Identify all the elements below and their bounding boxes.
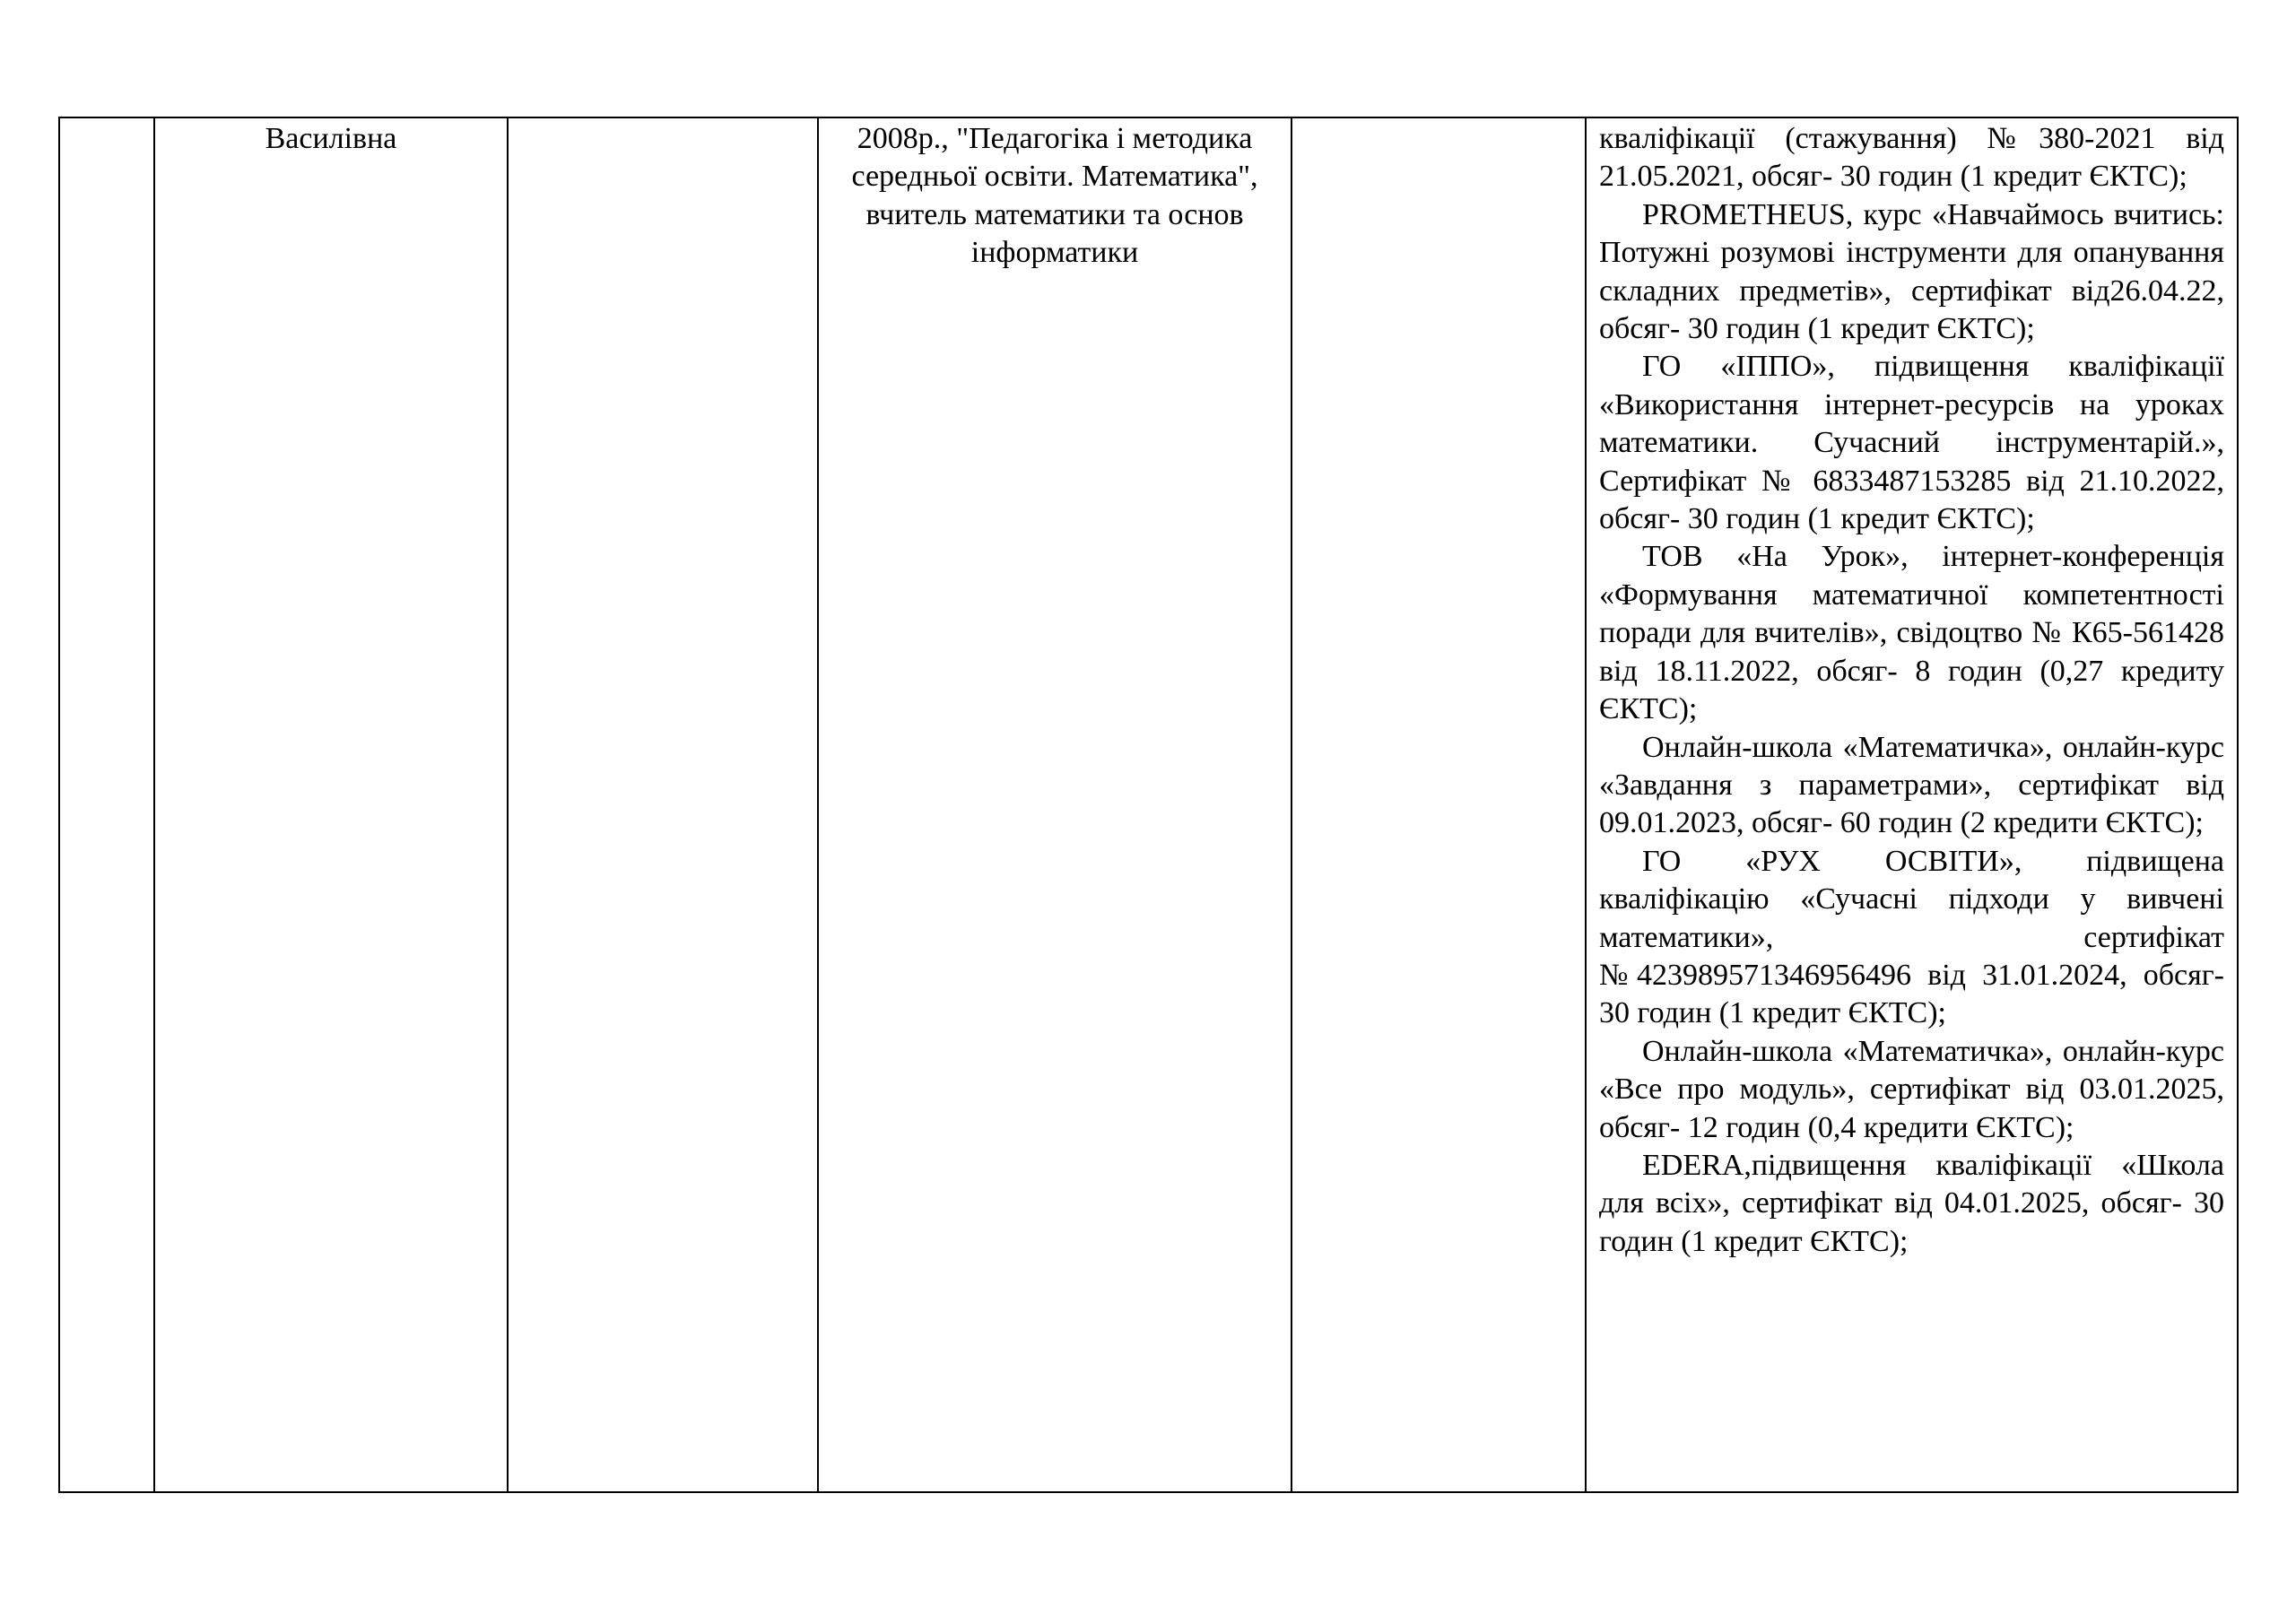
category-cell [1292, 117, 1586, 1492]
table-row [59, 117, 2238, 1492]
qualification-entry: Онлайн-школа «Математичка», онлайн-курс «Завдання з параметрами», сертифікат від 09.01.2023, обсяг- 60 годин (2 кредити ЄКТС); [1599, 730, 2224, 840]
qualification-entry: ГО «ІППО», підвищення кваліфікації «Використання інтернет-ресурсів на уроках математики. Сучасний інструментарій.», Сертифікат № 6833487153285 від 21.10.2022, обсяг- 30 годин (1 кредит ЄКТС); [1599, 350, 2224, 536]
teacher-name-part: Василівна [265, 122, 397, 155]
qualification-entry: EDERA,підвищення кваліфікації «Школа для всіх», сертифікат від 04.01.2025, обсяг- 30 годин (1 кредит ЄКТС); [1599, 1148, 2224, 1258]
name-cell [154, 117, 508, 1492]
qualification-cell [1586, 117, 2238, 1492]
number-cell [59, 117, 154, 1492]
qualification-entry: ТОВ «На Урок», інтернет-конференція «Формування математичної компетентності поради для вчителів», свідоцтво № К65-561428 від 18.11.2022, обсяг- 8 годин (0,27 кредиту ЄКТС); [1599, 540, 2224, 726]
qualification-entry: ГО «РУХ ОСВІТИ», підвищена кваліфікацію «Сучасні підходи у вивчені математики», сертифікат №423989571346956496 від 31.01.2024, обсяг- 30 годин (1 кредит ЄКТС); [1599, 844, 2224, 1030]
qualification-entry: PROMETHEUS, курс «Навчаймось вчитись: Потужні розумові інструменти для опанування складних предметів», сертифікат від26.04.22, обсяг- 30 годин (1 кредит ЄКТС); [1599, 197, 2224, 346]
qualification-entry: Онлайн-школа «Математичка», онлайн-курс «Все про модуль», сертифікат від 03.01.2025, обсяг- 12 годин (0,4 кредити ЄКТС); [1599, 1034, 2224, 1144]
education-text: 2008р., "Педагогіка і методика середньої освіти. Математика", вчитель математики та основ інформатики [851, 122, 1258, 270]
qualification-entry: кваліфікації (стажування) №380-2021 від 21.05.2021, обсяг- 30 годин (1 кредит ЄКТС); [1599, 122, 2224, 194]
education-cell [818, 117, 1292, 1492]
position-cell [508, 117, 818, 1492]
staff-table [58, 117, 2239, 1493]
